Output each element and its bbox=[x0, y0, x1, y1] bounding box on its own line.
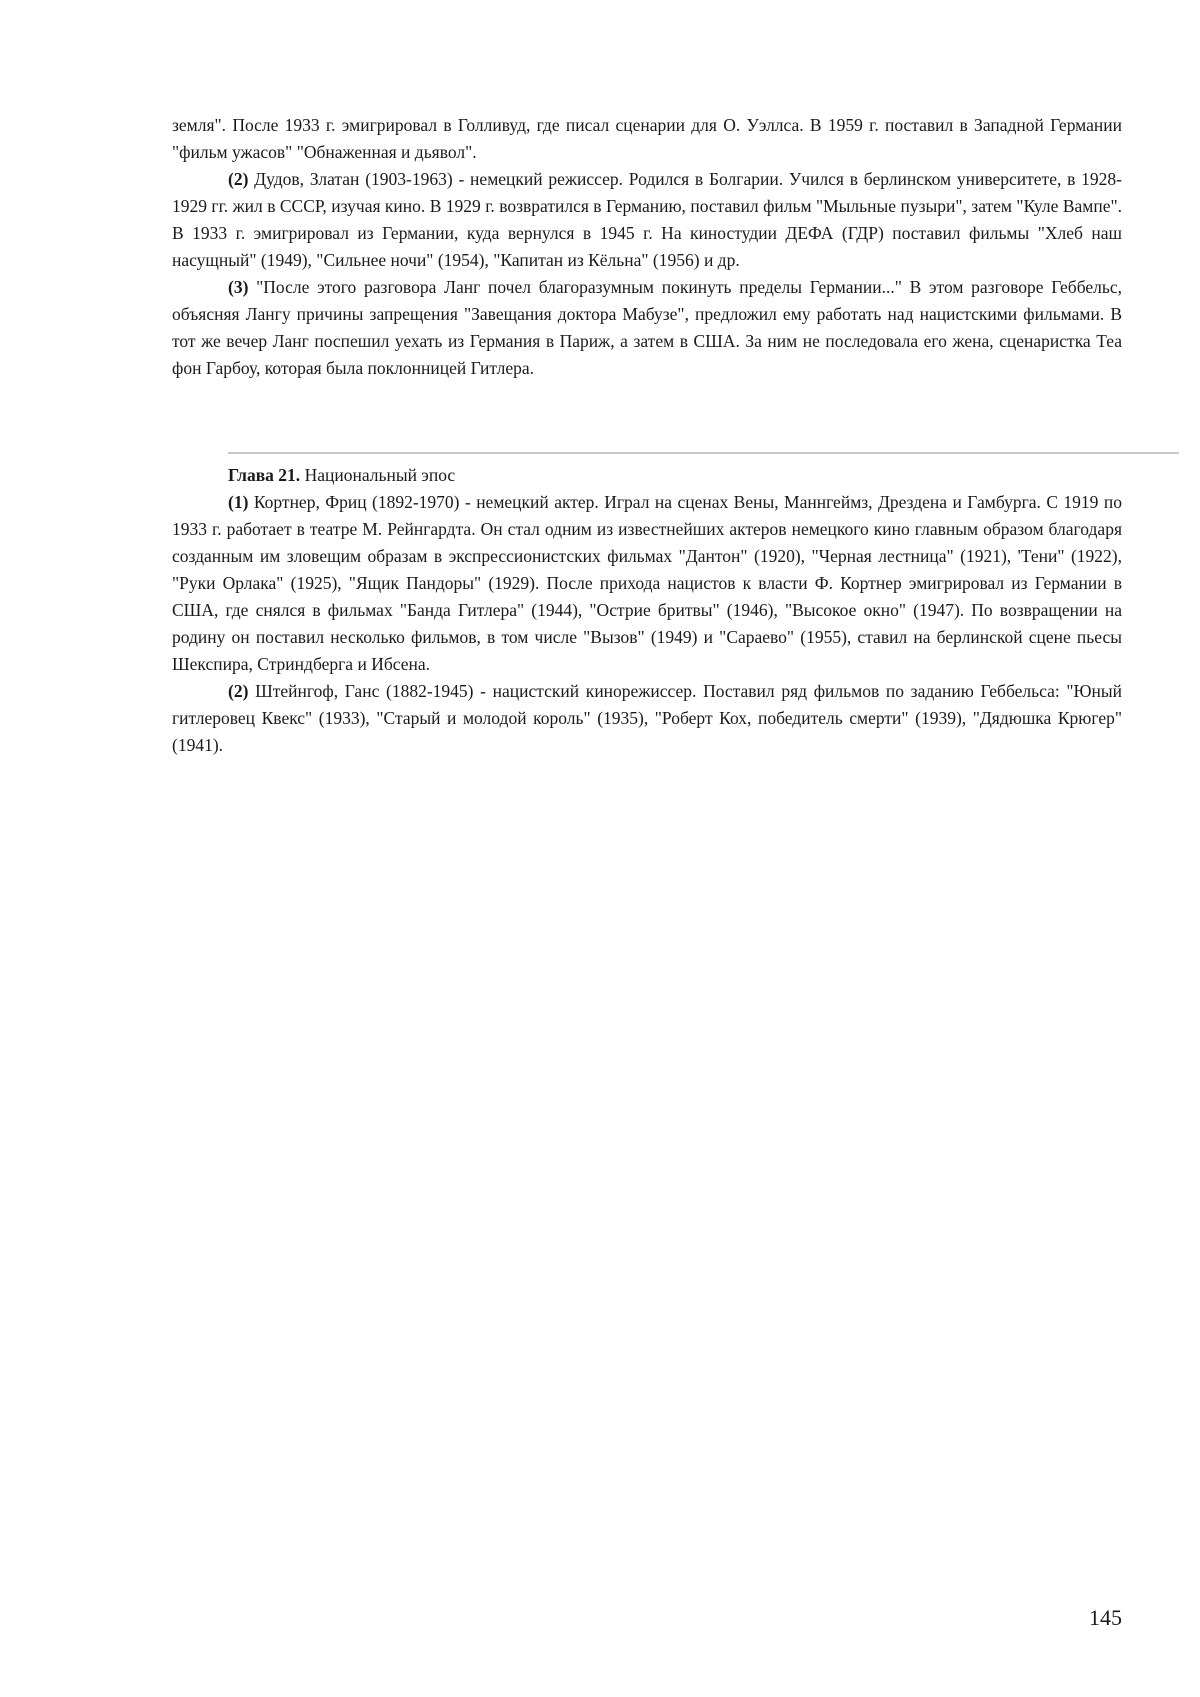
chapter-title: Национальный эпос bbox=[300, 465, 456, 485]
footnote-3 bbox=[172, 274, 1122, 382]
chapter-label: Глава 21. bbox=[228, 465, 301, 485]
section-divider bbox=[228, 452, 1179, 454]
footnote-text: Штейнгоф, Ганс (1882-1945) - нацистский кинорежиссер. Поставил ряд фильмов по заданию Геббельса: "Юный гитлеровец Квекс" (1933), "Старый и молодой король" (1935), "Роберт Кох, победитель смерти" (1939), "Дядюшка Крюгер" (1941). bbox=[172, 681, 1122, 755]
top-section bbox=[172, 112, 1122, 382]
footnote-2 bbox=[172, 166, 1122, 274]
footnote-text: "После этого разговора Ланг почел благоразумным покинуть пределы Германии..." В этом разговоре Геббельс, объясняя Лангу причины запрещения "Завещания доктора Мабузе", предложил ему работать над нацистскими фильмами. В тот же вечер Ланг поспешил уехать из Германия в Париж, а затем в США. За ним не последовала его жена, сценаристка Теа фон Гарбоу, которая была поклонницей Гитлера. bbox=[172, 277, 1122, 378]
footnote-number: (1) bbox=[228, 492, 249, 512]
footnote-number: (2) bbox=[228, 681, 249, 701]
footnote-number: (2) bbox=[228, 169, 249, 189]
footnote-text: Кортнер, Фриц (1892-1970) - немецкий актер. Играл на сценах Вены, Маннгеймз, Дрездена и Гамбурга. С 1919 по 1933 г. работает в театре М. Рейнгардта. Он стал одним из известнейших актеров немецкого кино главным образом благодаря созданным им зловещим образам в экспрессионистских фильмах "Дантон" (1920), "Черная лестница" (1921), 'Тени" (1922), "Руки Орлака" (1925), "Ящик Пандоры" (1929). После прихода нацистов к власти Ф. Кортнер эмигрировал из Германии в США, где снялся в фильмах "Банда Гитлера" (1944), "Острие бритвы" (1946), "Высокое окно" (1947). По возвращении на родину он поставил несколько фильмов, в том числе "Вызов" (1949) и "Сараево" (1955), ставил на берлинской сцене пьесы Шекспира, Стриндберга и Ибсена. bbox=[172, 492, 1122, 674]
chapter-footnote-1 bbox=[172, 489, 1122, 678]
chapter-section bbox=[172, 462, 1122, 759]
continuation-paragraph: земля". После 1933 г. эмигрировал в Голливуд, где писал сценарии для О. Уэллса. В 1959 г. поставил в Западной Германии "фильм ужасов" "Обнаженная и дьявол". bbox=[172, 115, 1122, 162]
footnote-number: (3) bbox=[228, 277, 249, 297]
page-number: 145 bbox=[1089, 1605, 1122, 1630]
footnote-text: Дудов, Златан (1903-1963) - немецкий режиссер. Родился в Болгарии. Учился в берлинском университете, в 1928-1929 гг. жил в СССР, изучая кино. В 1929 г. возвратился в Германию, поставил фильм "Мыльные пузыри", затем "Куле Вампе". В 1933 г. эмигрировал из Германии, куда вернулся в 1945 г. На киностудии ДЕФА (ГДР) поставил фильмы "Хлеб наш насущный" (1949), "Сильнее ночи" (1954), "Капитан из Кёльна" (1956) и др. bbox=[172, 169, 1122, 270]
chapter-heading bbox=[172, 462, 1122, 489]
chapter-footnote-2 bbox=[172, 678, 1122, 759]
